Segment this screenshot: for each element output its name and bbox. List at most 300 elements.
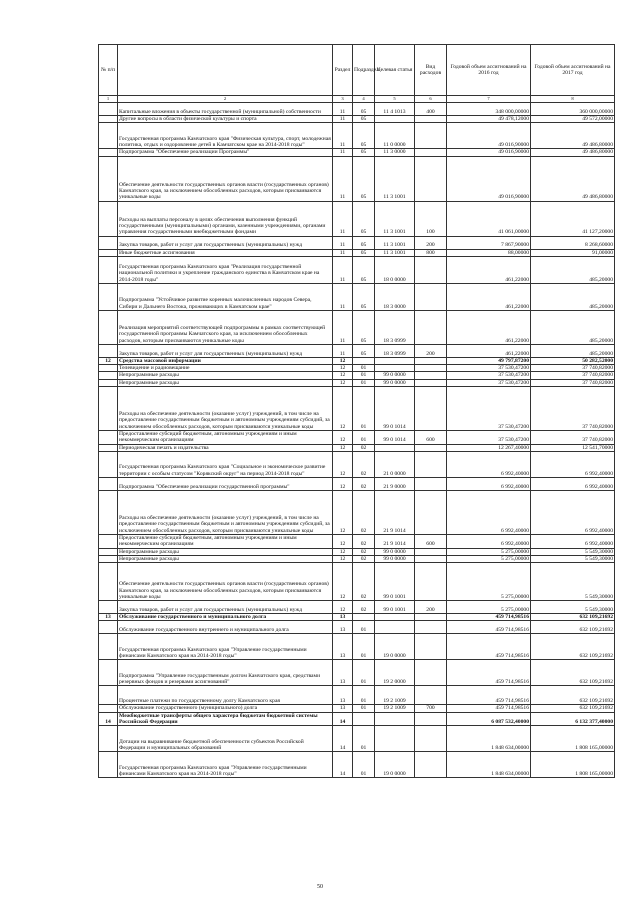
row-target-article xyxy=(375,621,415,634)
table-row xyxy=(99,548,615,555)
row-name: Подпрограмма "Устойчивое развитие коренных малочисленных народов Севера, Сибири и Дальнего Востока, проживающих в Камчатском крае" xyxy=(118,283,333,310)
table-row xyxy=(99,431,615,445)
row-expense-type xyxy=(415,357,447,364)
row-number xyxy=(99,149,118,156)
row-target-article xyxy=(375,444,415,451)
table-row xyxy=(99,365,615,372)
row-amount-2017: 632 109,21692 xyxy=(531,686,615,705)
row-target-article: 18 3 0000 xyxy=(375,283,415,310)
column-number: 3 xyxy=(333,96,353,103)
row-amount-2016: 6 992,40000 xyxy=(447,451,531,477)
row-name: Непрограммные расходы xyxy=(118,372,333,379)
row-name: Непрограммные расходы xyxy=(118,548,333,555)
row-amount-2016: 459 714,98516 xyxy=(447,660,531,686)
row-target-article: 18 3 0999 xyxy=(375,344,415,357)
row-amount-2016: 37 530,47200 xyxy=(447,365,531,372)
row-expense-type xyxy=(415,156,447,201)
row-amount-2016: 459 714,98516 xyxy=(447,634,531,660)
row-name: Средства массовой информации xyxy=(118,357,333,364)
row-name: Межбюджетные трансферты общего характера бюджетам бюджетной системы Российской Федерации xyxy=(118,712,333,726)
row-amount-2017: 485,20000 xyxy=(531,310,615,344)
table-row xyxy=(99,236,615,249)
row-section: 11 xyxy=(333,201,353,236)
row-amount-2016: 6 992,40000 xyxy=(447,490,531,534)
row-name: Государственная программа Камчатского края "Физическая культура, спорт, молодежная политика, отдых и оздоровление детей в Камчатском крае на 2014-2018 годы" xyxy=(118,123,333,149)
row-amount-2016: 1 848 634,00000 xyxy=(447,752,531,778)
row-number xyxy=(99,752,118,778)
row-expense-type xyxy=(415,477,447,490)
row-expense-type xyxy=(415,634,447,660)
row-target-article: 18 3 0999 xyxy=(375,310,415,344)
row-name: Непрограммные расходы xyxy=(118,555,333,562)
row-section: 12 xyxy=(333,601,353,614)
table-row xyxy=(99,372,615,379)
row-name: Закупка товаров, работ и услуг для государственных (муниципальных) нужд xyxy=(118,236,333,249)
row-section: 12 xyxy=(333,431,353,445)
table-row xyxy=(99,563,615,601)
row-number xyxy=(99,236,118,249)
row-target-article xyxy=(375,357,415,364)
row-section: 12 xyxy=(333,563,353,601)
row-expense-type xyxy=(415,752,447,778)
header-subsection: Подраздел xyxy=(353,45,375,96)
column-number: 6 xyxy=(415,96,447,103)
row-number: 14 xyxy=(99,712,118,726)
row-expense-type xyxy=(415,149,447,156)
row-section: 13 xyxy=(333,705,353,712)
table-row xyxy=(99,387,615,431)
row-expense-type xyxy=(415,123,447,149)
row-section: 12 xyxy=(333,357,353,364)
row-name: Государственная программа Камчатского края "Социальное и экономическое развитие территории с особым статусом "Корякский округ" на период 2014-2018 годы" xyxy=(118,451,333,477)
row-number xyxy=(99,123,118,149)
table-row xyxy=(99,103,615,116)
row-subsection: 05 xyxy=(353,103,375,116)
row-number xyxy=(99,372,118,379)
row-target-article: 21 9 1014 xyxy=(375,534,415,548)
row-amount-2017: 6 992,40000 xyxy=(531,490,615,534)
table-row xyxy=(99,123,615,149)
row-amount-2017: 49 486,80000 xyxy=(531,156,615,201)
row-amount-2016: 5 275,00000 xyxy=(447,563,531,601)
row-name: Реализация мероприятий соответствующей подпрограммы в рамках соответствующей государственной программы Камчатского края, за исключением обособленных расходов, которым присваиваются уникальные коды xyxy=(118,310,333,344)
row-subsection xyxy=(353,614,375,621)
row-amount-2016: 37 530,47200 xyxy=(447,379,531,386)
row-section: 13 xyxy=(333,660,353,686)
row-expense-type xyxy=(415,451,447,477)
column-number: 5 xyxy=(375,96,415,103)
row-subsection: 02 xyxy=(353,444,375,451)
row-amount-2017: 5 549,30000 xyxy=(531,601,615,614)
row-number xyxy=(99,634,118,660)
row-name: Закупка товаров, работ и услуг для государственных (муниципальных) нужд xyxy=(118,601,333,614)
row-expense-type: 200 xyxy=(415,601,447,614)
row-section: 14 xyxy=(333,752,353,778)
table-row xyxy=(99,705,615,712)
row-subsection: 02 xyxy=(353,534,375,548)
row-target-article xyxy=(375,614,415,621)
row-subsection: 05 xyxy=(353,283,375,310)
row-number xyxy=(99,621,118,634)
row-subsection: 02 xyxy=(353,555,375,562)
row-section: 13 xyxy=(333,621,353,634)
row-number xyxy=(99,563,118,601)
table-row xyxy=(99,156,615,201)
row-target-article: 19 2 1009 xyxy=(375,686,415,705)
row-expense-type: 700 xyxy=(415,705,447,712)
row-target-article: 99 0 0000 xyxy=(375,372,415,379)
row-expense-type xyxy=(415,712,447,726)
row-section: 12 xyxy=(333,548,353,555)
row-target-article: 99 0 0000 xyxy=(375,555,415,562)
row-amount-2017: 1 808 165,00000 xyxy=(531,752,615,778)
row-name: Капитальные вложения в объекты государственной (муниципальной) собственности xyxy=(118,103,333,116)
row-subsection: 01 xyxy=(353,621,375,634)
row-section: 11 xyxy=(333,149,353,156)
row-subsection: 01 xyxy=(353,387,375,431)
row-section: 12 xyxy=(333,451,353,477)
row-target-article: 11 3 0000 xyxy=(375,149,415,156)
table-row xyxy=(99,621,615,634)
row-amount-2016: 49 797,87200 xyxy=(447,357,531,364)
row-amount-2017: 6 992,40000 xyxy=(531,451,615,477)
row-amount-2017: 632 109,21692 xyxy=(531,621,615,634)
row-subsection: 02 xyxy=(353,548,375,555)
row-amount-2017: 632 109,21692 xyxy=(531,634,615,660)
row-target-article: 99 0 1001 xyxy=(375,601,415,614)
row-target-article: 99 0 1014 xyxy=(375,431,415,445)
row-section: 14 xyxy=(333,712,353,726)
header-year-2017: Годовой объем ассигнований на 2017 год xyxy=(531,45,615,96)
row-amount-2016: 37 530,47200 xyxy=(447,431,531,445)
row-amount-2017: 37 740,82000 xyxy=(531,387,615,431)
row-name: Государственная программа Камчатского края "Управление государственными финансами Камчатского края на 2014-2018 годы" xyxy=(118,634,333,660)
row-section: 11 xyxy=(333,156,353,201)
row-target-article: 11 3 1001 xyxy=(375,249,415,256)
row-amount-2016: 37 530,47200 xyxy=(447,387,531,431)
row-number xyxy=(99,379,118,386)
row-amount-2017: 5 549,30000 xyxy=(531,563,615,601)
row-section: 11 xyxy=(333,249,353,256)
row-number xyxy=(99,256,118,283)
row-amount-2017: 485,20000 xyxy=(531,344,615,357)
row-number xyxy=(99,310,118,344)
row-section: 12 xyxy=(333,477,353,490)
row-target-article: 99 0 1001 xyxy=(375,563,415,601)
row-expense-type xyxy=(415,116,447,123)
row-number xyxy=(99,705,118,712)
row-expense-type: 600 xyxy=(415,534,447,548)
row-subsection: 05 xyxy=(353,123,375,149)
row-number xyxy=(99,686,118,705)
row-number xyxy=(99,660,118,686)
row-expense-type xyxy=(415,444,447,451)
row-amount-2017: 50 282,52000 xyxy=(531,357,615,364)
row-amount-2017: 1 808 165,00000 xyxy=(531,726,615,752)
row-number: 13 xyxy=(99,614,118,621)
row-amount-2016: 49 478,12000 xyxy=(447,116,531,123)
row-section: 12 xyxy=(333,490,353,534)
row-name: Обслуживание государственного и муниципального долга xyxy=(118,614,333,621)
row-expense-type xyxy=(415,365,447,372)
row-section: 13 xyxy=(333,614,353,621)
row-number xyxy=(99,601,118,614)
table-row xyxy=(99,726,615,752)
row-amount-2016: 88,00000 xyxy=(447,249,531,256)
row-number xyxy=(99,431,118,445)
row-amount-2016: 6 992,40000 xyxy=(447,477,531,490)
row-section: 11 xyxy=(333,236,353,249)
row-name: Периодическая печать и издательства xyxy=(118,444,333,451)
row-number xyxy=(99,365,118,372)
row-amount-2016: 7 867,90000 xyxy=(447,236,531,249)
row-expense-type xyxy=(415,563,447,601)
table-row xyxy=(99,555,615,562)
row-amount-2016: 5 275,00000 xyxy=(447,555,531,562)
table-row xyxy=(99,249,615,256)
row-subsection xyxy=(353,712,375,726)
row-name: Подпрограмма "Обеспечение реализации Программы" xyxy=(118,149,333,156)
row-amount-2016: 5 275,00000 xyxy=(447,548,531,555)
header-name xyxy=(118,45,333,96)
row-amount-2017: 360 000,00000 xyxy=(531,103,615,116)
table-row xyxy=(99,149,615,156)
row-amount-2017: 6 992,40000 xyxy=(531,534,615,548)
row-amount-2016: 461,22000 xyxy=(447,310,531,344)
row-amount-2017: 5 549,30000 xyxy=(531,555,615,562)
row-amount-2016: 49 016,90000 xyxy=(447,156,531,201)
row-name: Телевидение и радиовещание xyxy=(118,365,333,372)
row-name: Обслуживание государственного (муниципального) долга xyxy=(118,705,333,712)
row-target-article: 11 3 1001 xyxy=(375,201,415,236)
column-number: 7 xyxy=(447,96,531,103)
row-subsection: 02 xyxy=(353,477,375,490)
row-subsection xyxy=(353,357,375,364)
row-amount-2017: 5 549,30000 xyxy=(531,548,615,555)
header-year-2016: Годовой объем ассигнований на 2016 год xyxy=(447,45,531,96)
row-expense-type xyxy=(415,372,447,379)
table-row xyxy=(99,634,615,660)
row-amount-2017: 37 740,82000 xyxy=(531,365,615,372)
table-row xyxy=(99,357,615,364)
row-section: 11 xyxy=(333,123,353,149)
table-row xyxy=(99,490,615,534)
row-target-article: 19 2 0000 xyxy=(375,660,415,686)
row-subsection: 01 xyxy=(353,634,375,660)
row-number xyxy=(99,490,118,534)
row-name: Предоставление субсидий бюджетным, автономным учреждениям и иным некоммерческим организациям xyxy=(118,431,333,445)
row-name: Другие вопросы в области физической культуры и спорта xyxy=(118,116,333,123)
row-expense-type xyxy=(415,310,447,344)
row-name: Обслуживание государственного внутреннего и муниципального долга xyxy=(118,621,333,634)
header-expense-type: Вид расходов xyxy=(415,45,447,96)
row-amount-2017: 6 132 377,40000 xyxy=(531,712,615,726)
row-subsection: 01 xyxy=(353,686,375,705)
row-expense-type xyxy=(415,548,447,555)
row-amount-2016: 461,22000 xyxy=(447,283,531,310)
row-subsection: 05 xyxy=(353,344,375,357)
row-name: Подпрограмма "Обеспечение реализации государственной программы" xyxy=(118,477,333,490)
row-amount-2016: 459 714,98516 xyxy=(447,686,531,705)
row-expense-type xyxy=(415,379,447,386)
row-amount-2017: 632 109,21692 xyxy=(531,705,615,712)
row-name: Расходы на выплаты персоналу в целях обеспечения выполнения функций государственными (муниципальными) органами, казенными учреждениями, органами управления государственными внебюджетными фондами xyxy=(118,201,333,236)
row-target-article xyxy=(375,726,415,752)
row-expense-type: 100 xyxy=(415,201,447,236)
row-amount-2017: 485,20000 xyxy=(531,256,615,283)
column-number: 1 xyxy=(99,96,118,103)
row-target-article: 11 4 1013 xyxy=(375,103,415,116)
row-target-article: 18 0 0000 xyxy=(375,256,415,283)
column-number: 4 xyxy=(353,96,375,103)
row-amount-2016: 459 714,98516 xyxy=(447,621,531,634)
row-subsection: 05 xyxy=(353,149,375,156)
row-section: 12 xyxy=(333,555,353,562)
row-amount-2017: 37 740,82000 xyxy=(531,379,615,386)
row-subsection: 05 xyxy=(353,236,375,249)
row-subsection: 01 xyxy=(353,372,375,379)
row-expense-type xyxy=(415,726,447,752)
row-section: 12 xyxy=(333,379,353,386)
row-name: Иные бюджетные ассигнования xyxy=(118,249,333,256)
row-amount-2016: 461,22000 xyxy=(447,256,531,283)
table-row xyxy=(99,379,615,386)
row-number xyxy=(99,444,118,451)
row-name: Дотации на выравнивание бюджетной обеспеченности субъектов Российской Федерации и муниципальных образований xyxy=(118,726,333,752)
row-target-article: 11 0 0000 xyxy=(375,123,415,149)
row-expense-type xyxy=(415,621,447,634)
row-expense-type xyxy=(415,256,447,283)
row-number xyxy=(99,344,118,357)
row-expense-type xyxy=(415,387,447,431)
header-target-article: Целевая статья xyxy=(375,45,415,96)
row-amount-2017: 49 486,80000 xyxy=(531,123,615,149)
table-row xyxy=(99,477,615,490)
row-name: Обеспечение деятельности государственных органов власти (государственных органов) Камчатского края, за исключением обособленных расходов, которым присваиваются уникальные коды xyxy=(118,563,333,601)
row-expense-type: 600 xyxy=(415,431,447,445)
row-number xyxy=(99,451,118,477)
row-amount-2017: 41 127,20000 xyxy=(531,201,615,236)
header-section: Раздел xyxy=(333,45,353,96)
row-amount-2017: 6 992,40000 xyxy=(531,477,615,490)
table-row xyxy=(99,201,615,236)
row-target-article xyxy=(375,712,415,726)
budget-table xyxy=(98,44,615,778)
column-number: 8 xyxy=(531,96,615,103)
row-subsection: 05 xyxy=(353,249,375,256)
row-expense-type xyxy=(415,660,447,686)
row-number xyxy=(99,156,118,201)
row-amount-2017: 485,20000 xyxy=(531,283,615,310)
column-numbers-row xyxy=(99,96,615,103)
row-subsection: 02 xyxy=(353,451,375,477)
row-number xyxy=(99,726,118,752)
header-num: № п/п xyxy=(99,45,118,96)
row-target-article: 11 3 1001 xyxy=(375,156,415,201)
row-number xyxy=(99,548,118,555)
row-number xyxy=(99,387,118,431)
page-number: 50 xyxy=(317,884,323,890)
row-amount-2017: 49 486,80000 xyxy=(531,149,615,156)
row-number xyxy=(99,116,118,123)
table-row xyxy=(99,601,615,614)
row-section: 14 xyxy=(333,726,353,752)
row-target-article: 21 9 0000 xyxy=(375,477,415,490)
table-row xyxy=(99,534,615,548)
row-subsection: 02 xyxy=(353,601,375,614)
row-section: 12 xyxy=(333,372,353,379)
row-target-article: 21 9 1014 xyxy=(375,490,415,534)
row-number xyxy=(99,534,118,548)
row-amount-2017: 37 740,82000 xyxy=(531,431,615,445)
row-target-article: 99 0 0000 xyxy=(375,548,415,555)
row-name: Непрограммные расходы xyxy=(118,379,333,386)
row-target-article: 99 0 1014 xyxy=(375,387,415,431)
row-amount-2017: 632 109,21692 xyxy=(531,614,615,621)
row-name: Процентные платежи по государственному долгу Камчатского края xyxy=(118,686,333,705)
row-amount-2016: 6 087 532,40000 xyxy=(447,712,531,726)
row-expense-type xyxy=(415,490,447,534)
row-number: 12 xyxy=(99,357,118,364)
row-name: Закупка товаров, работ и услуг для государственных (муниципальных) нужд xyxy=(118,344,333,357)
row-section: 12 xyxy=(333,444,353,451)
row-number xyxy=(99,477,118,490)
row-amount-2016: 459 714,98516 xyxy=(447,705,531,712)
row-subsection: 01 xyxy=(353,726,375,752)
row-expense-type: 400 xyxy=(415,103,447,116)
row-expense-type xyxy=(415,555,447,562)
row-expense-type: 800 xyxy=(415,249,447,256)
row-subsection: 05 xyxy=(353,156,375,201)
row-amount-2016: 461,22000 xyxy=(447,344,531,357)
row-amount-2016: 37 530,47200 xyxy=(447,372,531,379)
row-name: Государственная программа Камчатского края "Реализация государственной национальной политики и укрепление гражданского единства в Камчатском крае на 2014-2018 годы" xyxy=(118,256,333,283)
row-name: Предоставление субсидий бюджетным, автономным учреждениям и иным некоммерческим организациям xyxy=(118,534,333,548)
table-row xyxy=(99,614,615,621)
row-subsection: 05 xyxy=(353,310,375,344)
row-amount-2016: 459 714,98516 xyxy=(447,614,531,621)
row-name: Подпрограмма "Управление государственным долгом Камчатского края, средствами резервных фондов и резервами ассигнований" xyxy=(118,660,333,686)
row-name: Государственная программа Камчатского края "Управление государственными финансами Камчатского края на 2014-2018 годы" xyxy=(118,752,333,778)
row-name: Обеспечение деятельности государственных органов власти (государственных органов) Камчатского края, за исключением обособленных расходов, которым присваиваются уникальные коды xyxy=(118,156,333,201)
row-subsection: 01 xyxy=(353,379,375,386)
row-target-article: 19 0 0000 xyxy=(375,752,415,778)
row-name: Расходы на обеспечение деятельности (оказание услуг) учреждений, в том числе на предоставление государственным бюджетным и автономным учреждениям субсидий, за исключением обособленных расходов, которым присваиваются уникальные коды xyxy=(118,490,333,534)
row-expense-type xyxy=(415,283,447,310)
table-row xyxy=(99,256,615,283)
table-row xyxy=(99,116,615,123)
row-target-article: 19 0 0000 xyxy=(375,634,415,660)
row-target-article xyxy=(375,365,415,372)
table-body xyxy=(99,103,615,778)
column-number: 2 xyxy=(118,96,333,103)
row-section: 11 xyxy=(333,256,353,283)
row-name: Расходы на обеспечение деятельности (оказание услуг) учреждений, в том числе на предоставление государственным бюджетным и автономным учреждениям субсидий, за исключением обособленных расходов, которым присваиваются уникальные коды xyxy=(118,387,333,431)
row-subsection: 01 xyxy=(353,752,375,778)
table-row xyxy=(99,686,615,705)
row-section: 12 xyxy=(333,534,353,548)
row-section: 11 xyxy=(333,283,353,310)
table-row xyxy=(99,344,615,357)
row-amount-2016: 348 000,00000 xyxy=(447,103,531,116)
row-amount-2016: 41 061,00000 xyxy=(447,201,531,236)
row-expense-type: 200 xyxy=(415,344,447,357)
table-row xyxy=(99,283,615,310)
row-expense-type xyxy=(415,686,447,705)
row-subsection: 01 xyxy=(353,365,375,372)
row-expense-type: 200 xyxy=(415,236,447,249)
row-target-article: 21 0 0000 xyxy=(375,451,415,477)
